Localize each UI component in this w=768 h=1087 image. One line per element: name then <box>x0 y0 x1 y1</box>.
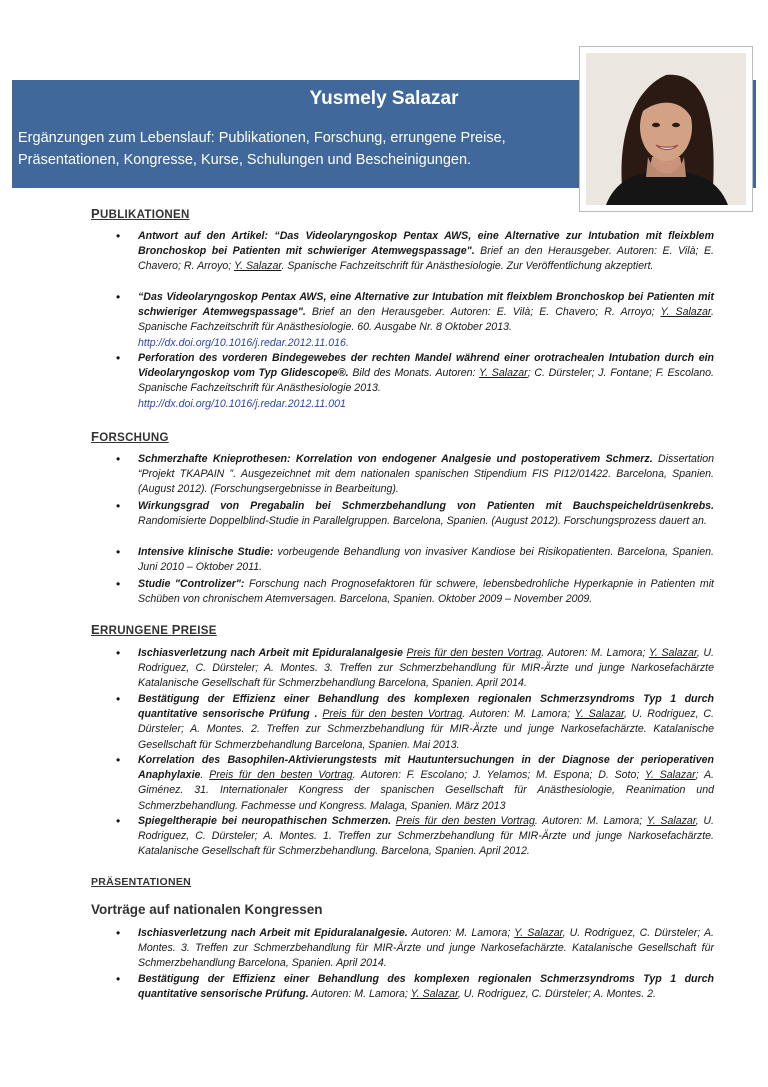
bullet: • <box>116 351 121 365</box>
section-heading-praesentationen: PRÄSENTATIONEN <box>91 876 192 888</box>
research-item: Schmerzhafte Knieprothesen: Korrelation von endogener Analgesie und postoperativem Schmerz. Dissertation “Projekt TKAPAIN ”. Ausgezeichnet mit dem nationalen spanischen Stipendium FIS PI12/01422. Barcelona, Spanien. (August 2012). (Forschungsergebnisse in Bearbeitung). <box>138 453 714 496</box>
bullet: • <box>116 926 121 940</box>
subheading-nationale-kongresse: Vorträge auf nationalen Kongressen <box>91 902 323 917</box>
header-subtitle: Ergänzungen zum Lebenslauf: Publikationen, Forschung, errungene Preise, Präsentationen, Kongresse, Kurse, Schulungen und Bescheinigungen. <box>18 130 506 168</box>
person-name: Yusmely Salazar <box>309 88 459 109</box>
doi-link[interactable]: http://dx.doi.org/10.1016/j.redar.2012.11.001 <box>138 397 346 410</box>
bullet: • <box>116 972 121 986</box>
publication-item: Perforation des vorderen Bindegewebes der rechten Mandel während einer orotrachealen Intubation durch ein Videolaryngoskop vom Typ Glidescope®. Bild des Monats. Autoren: Y. Salazar; C. Dürsteler; J. Fontane; F. Escolano. Spanische Fachzeitschrift für Anästhesiologie 2013. http://dx.doi.org/10.1016/j.redar.2012.11.001 <box>138 351 714 412</box>
profile-photo <box>586 53 746 205</box>
bullet: • <box>116 452 121 466</box>
publication-item: “Das Videolaryngoskop Pentax AWS, eine Alternative zur Intubation mit fleixblem Bronchoskop bei Patienten mit schwieriger Atemwegspassage". Brief an den Herausgeber. Autoren: E. Vilà; E. Chavero; R. Arroyo; Y. Salazar. Spanische Fachzeitschrift für Anästhesiologie. 60. Ausgabe Nr. 8 Oktober 2013. http://dx.doi.org/10.1016/j.redar.2012.11.016. <box>138 290 714 351</box>
bullet: • <box>116 692 121 706</box>
bullet: • <box>116 577 121 591</box>
section-heading-preise: ERRUNGENE PREISE <box>91 622 217 637</box>
award-item: Ischiasverletzung nach Arbeit mit Epiduralanalgesie Preis für den besten Vortrag. Autoren: M. Lamora; Y. Salazar, U. Rodriguez, C. Dürsteler; A. Montes. 3. Treffen zur Schmerzbehandlung für MIR-Ärzte und junge Narkosefachärzte Katalanische Gesellschaft für Schmerzbehandlung Barcelona, Spanien. April 2014. <box>138 647 714 690</box>
research-item: Wirkungsgrad von Pregabalin bei Schmerzbehandlung von Patienten mit Bauchspeicheldrüsenkrebs. Randomisierte Doppelblind-Studie in Parallelgruppen. Barcelona, Spanien. (August 2012). Forschungsprozess dauert an. <box>138 500 714 528</box>
profile-photo-frame <box>579 46 753 212</box>
doi-link[interactable]: http://dx.doi.org/10.1016/j.redar.2012.11.016. <box>138 336 349 349</box>
bullet: • <box>116 646 121 660</box>
research-item: Intensive klinische Studie: vorbeugende Behandlung von invasiver Kandiose bei Risikopatienten. Barcelona, Spanien. Juni 2010 – Oktober 2011. <box>138 546 714 574</box>
bullet: • <box>116 753 121 767</box>
publication-item: Antwort auf den Artikel: “Das Videolaryngoskop Pentax AWS, eine Alternative zur Intubation mit fleixblem Bronchoskop bei Patienten mit schwieriger Atemwegspassage". Brief an den Herausgeber. Autoren: E. Vilà; E. Chavero; R. Arroyo; Y. Salazar. Spanische Fachzeitschrift für Anästhesiologie. Zur Veröffentlichung akzeptiert. <box>138 230 714 273</box>
bullet: • <box>116 229 121 243</box>
research-item: Studie "Controlizer": Forschung nach Prognosefaktoren für schwere, lebensbedrohliche Hyperkapnie in Patienten mit Schüben von chronischem Atemversagen. Barcelona, Spanien. Oktober 2009 – November 2009. <box>138 578 714 606</box>
award-item: Bestätigung der Effizienz einer Behandlung des komplexen regionalen Schmerzsyndroms Typ 1 durch quantitative sensorische Prüfung . Preis für den besten Vortrag. Autoren: M. Lamora; Y. Salazar, U. Rodriguez, C. Dürsteler; A. Montes. 2. Treffen zur Schmerzbehandlung für MIR-Ärzte und junge Narkosefachärzte. Katalanische Gesellschaft für Schmerzbehandlung Barcelona, Spanien. Mai 2013. <box>138 693 714 751</box>
award-item: Spiegeltherapie bei neuropathischen Schmerzen. Preis für den besten Vortrag. Autoren: M. Lamora; Y. Salazar, U. Rodriguez, C. Dürsteler; A. Montes. 1. Treffen zur Schmerzbehandlung für MIR-Ärzte und junge Narkosefachärzte. Katalanische Gesellschaft für Schmerzbehandlung. Barcelona, Spanien. April 2012. <box>138 815 714 858</box>
bullet: • <box>116 545 121 559</box>
presentation-item: Bestätigung der Effizienz einer Behandlung des komplexen regionalen Schmerzsyndroms Typ 1 durch quantitative sensorische Prüfung. Autoren: M. Lamora; Y. Salazar, U. Rodriguez, C. Dürsteler; A. Montes. 2. <box>138 973 714 1001</box>
award-item: Korrelation des Basophilen-Aktivierungstests mit Hautuntersuchungen in der Diagnose der perioperativen Anaphylaxie. Preis für den besten Vortrag. Autoren: F. Escolano; J. Yelamos; M. Espona; D. Soto; Y. Salazar; A. Giménez. 31. Internationaler Kongress der spanischen Gesellschaft für Anästhesiologie, Reanimation und Schmerzbehandlung. Fachmesse und Kongress. Malaga, Spanien. März 2013 <box>138 754 714 812</box>
section-heading-forschung: FORSCHUNG <box>91 429 169 444</box>
bullet: • <box>116 290 121 304</box>
bullet: • <box>116 499 121 513</box>
presentation-item: Ischiasverletzung nach Arbeit mit Epiduralanalgesie. Autoren: M. Lamora; Y. Salazar, U. Rodriguez, C. Dürsteler; A. Montes. 3. Treffen zur Schmerzbehandlung für MIR-Ärzte und junge Narkosefachärzte. Katalanische Gesellschaft für Schmerzbehandlung Barcelona, Spanien. April 2014. <box>138 927 714 970</box>
section-heading-publikationen: PUBLIKATIONEN <box>91 206 190 221</box>
bullet: • <box>116 814 121 828</box>
portrait-illustration <box>586 53 746 205</box>
